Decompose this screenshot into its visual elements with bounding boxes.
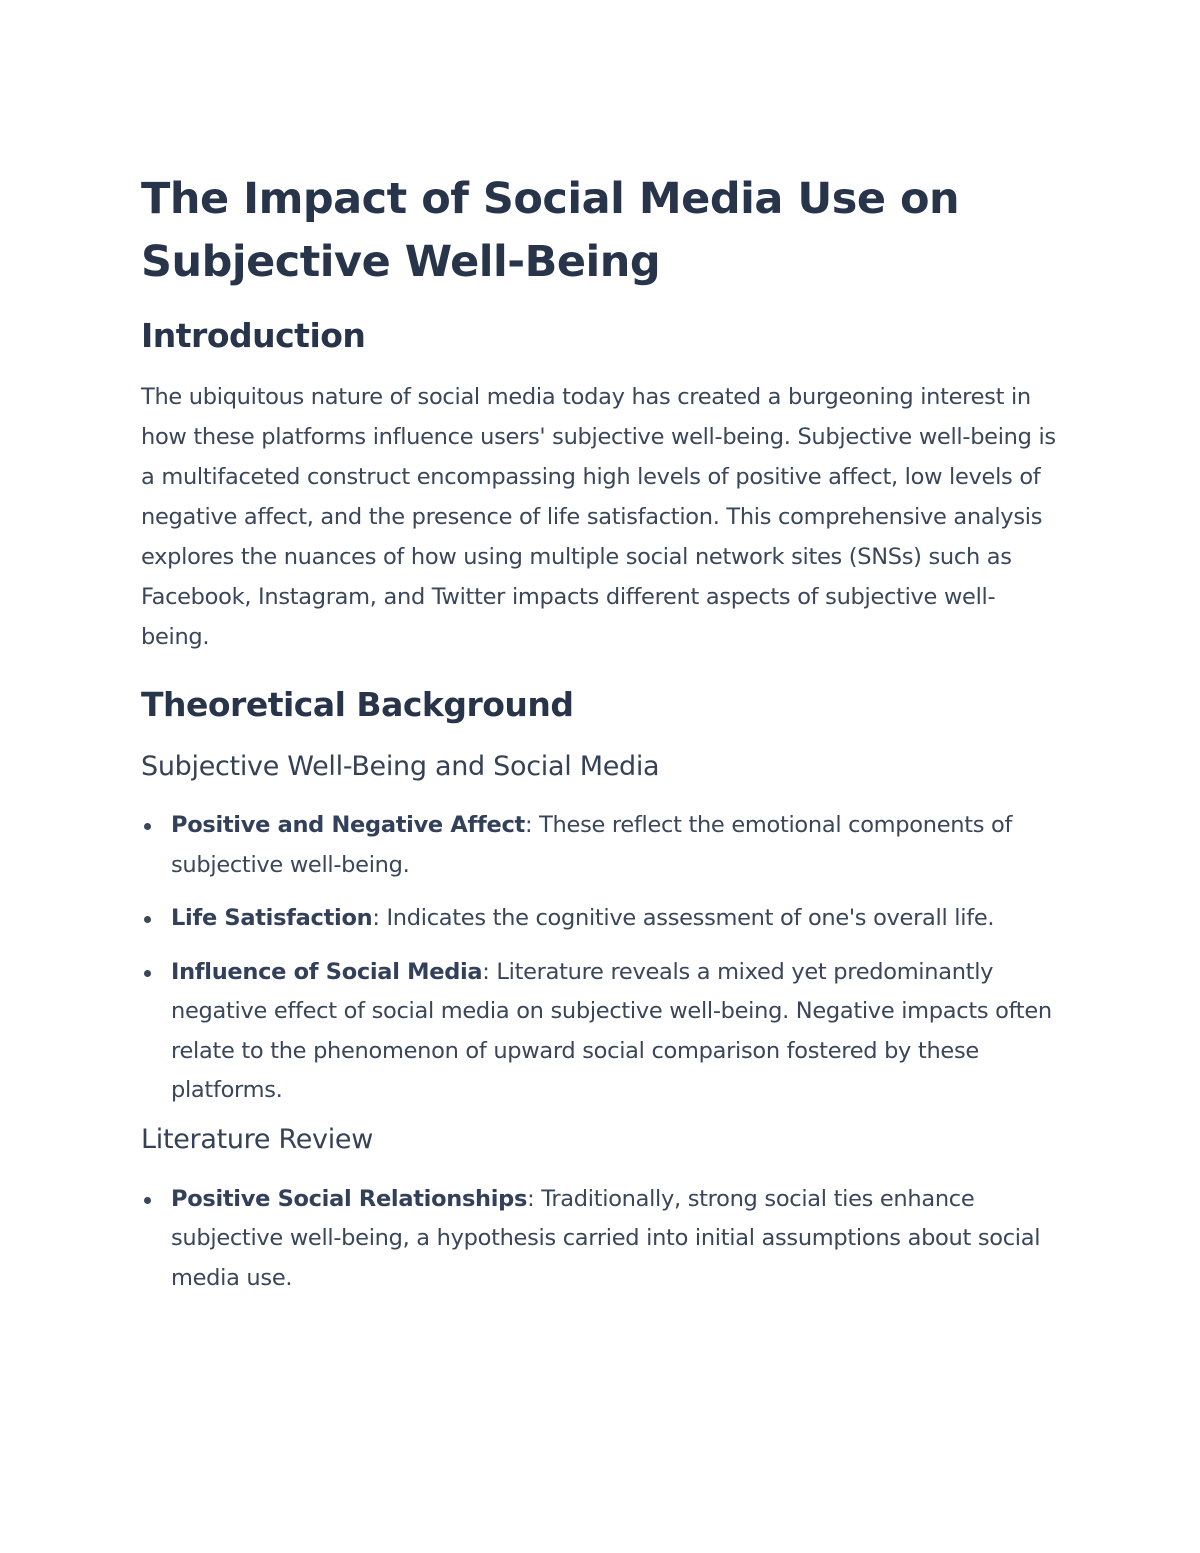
list-item-text: : Literature reveals a mixed yet predominantly negative effect of social media on subjective well-being. Negative impacts often relate to the phenomenon of upward social comparison fostered by these platforms. <box>171 958 1052 1103</box>
section-heading-introduction: Introduction <box>141 316 366 355</box>
list-item-text: : These reflect the emotional components of subjective well-being. <box>171 812 1013 878</box>
list-item-text: : Traditionally, strong social ties enhance subjective well-being, a hypothesis carried into initial assumptions about social media use. <box>171 1185 1041 1291</box>
section-heading-theoretical-background: Theoretical Background <box>141 685 574 724</box>
list-item-term: Positive Social Relationships <box>171 1185 528 1212</box>
bullet-icon <box>144 823 151 830</box>
document-page <box>141 168 1061 1298</box>
document-title: The Impact of Social Media Use on Subjective Well-Being <box>141 174 960 287</box>
list-item <box>141 899 1061 939</box>
introduction-paragraph: The ubiquitous nature of social media today has created a burgeoning interest in how these platforms influence users' subjective well-being. Subjective well-being is a multifaceted construct encompassing high levels of positive affect, low levels of negative affect, and the presence of life satisfaction. This comprehensive analysis explores the nuances of how using multiple social network sites (SNSs) such as Facebook, Instagram, and Twitter impacts different aspects of subjective well-being. <box>141 384 1056 650</box>
literature-bullet-list <box>141 1180 1061 1299</box>
list-item-term: Influence of Social Media <box>171 958 483 985</box>
list-item <box>141 953 1061 1111</box>
list-item <box>141 806 1061 885</box>
subsection-heading-literature-review: Literature Review <box>141 1123 374 1155</box>
swb-bullet-list <box>141 806 1061 1111</box>
list-item <box>141 1180 1061 1299</box>
bullet-icon <box>144 916 151 923</box>
list-item-text: : Indicates the cognitive assessment of one's overall life. <box>372 905 995 931</box>
bullet-icon <box>144 1197 151 1204</box>
subsection-heading-swb-social-media: Subjective Well-Being and Social Media <box>141 751 660 782</box>
list-item-term: Positive and Negative Affect <box>171 812 525 838</box>
bullet-icon <box>144 970 151 977</box>
list-item-term: Life Satisfaction <box>171 905 373 931</box>
